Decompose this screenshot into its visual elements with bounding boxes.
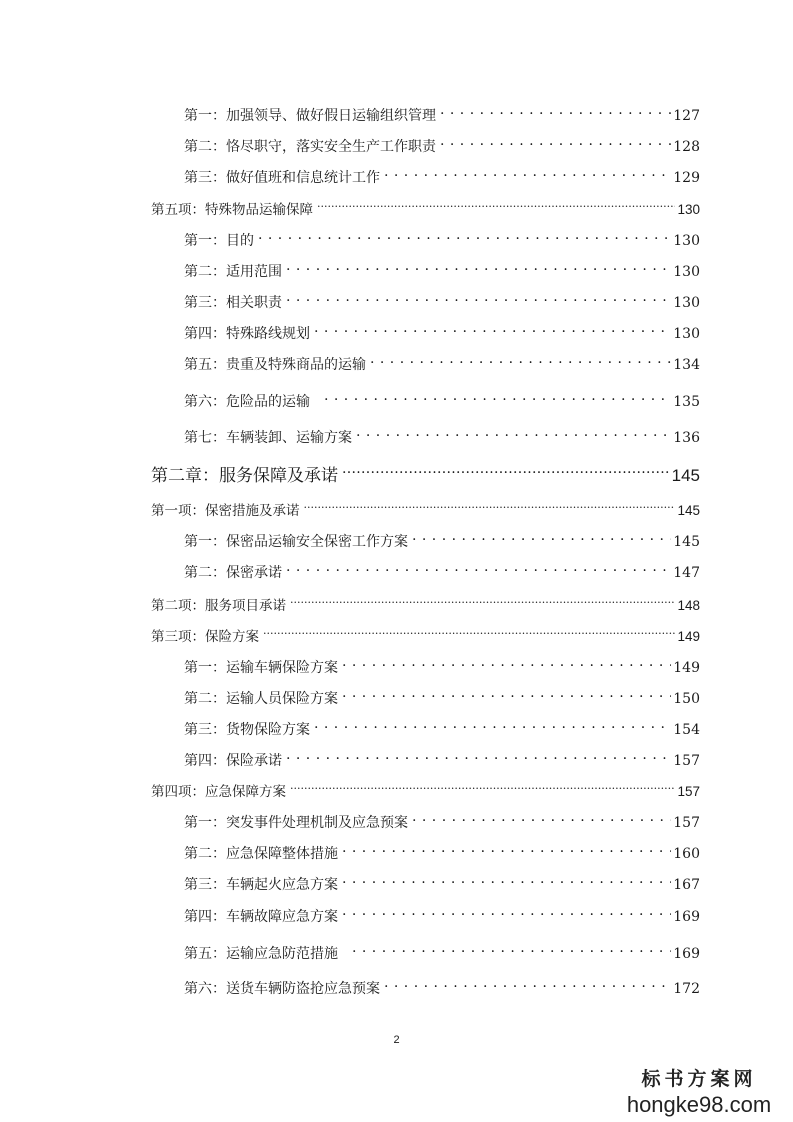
toc-entry-label: 第三：相关职责 — [184, 295, 282, 311]
dot-leader — [342, 901, 671, 921]
toc-entry-label: 第三：车辆起火应急方案 — [184, 877, 338, 893]
toc-entry[interactable] — [184, 938, 700, 962]
toc-entry-label: 第三项：保险方案 — [151, 629, 259, 645]
toc-entry-label: 第四项：应急保障方案 — [151, 784, 286, 800]
toc-entry-page: 167 — [673, 877, 700, 893]
toc-entry-page: 157 — [673, 753, 700, 769]
toc-entry[interactable] — [184, 901, 700, 925]
dot-leader — [440, 100, 671, 120]
toc-entry[interactable] — [184, 869, 700, 893]
toc-entry[interactable] — [151, 590, 700, 614]
dot-leader — [352, 938, 671, 958]
toc-entry-page: 130 — [673, 264, 700, 280]
dot-leader — [290, 776, 675, 796]
toc-entry-label: 第一：加强领导、做好假日运输组织管理 — [184, 108, 436, 124]
toc-entry-page: 154 — [673, 722, 700, 738]
toc-entry-page: 136 — [673, 430, 700, 446]
toc-entry-page: 172 — [673, 981, 700, 997]
toc-entry-page: 145 — [673, 534, 700, 550]
toc-entry-label: 第二章：服务保障及承诺 — [151, 466, 338, 486]
toc-entry-label: 第六：危险品的运输 — [184, 394, 310, 410]
toc-entry-page: 149 — [677, 629, 700, 644]
toc-entry-label: 第一：运输车辆保险方案 — [184, 660, 338, 676]
dot-leader — [314, 714, 671, 734]
toc-entry-page: 157 — [677, 784, 700, 799]
toc-entry[interactable] — [151, 194, 700, 218]
dot-leader — [286, 557, 671, 577]
toc-entry-page: 147 — [673, 565, 700, 581]
toc-entry[interactable] — [184, 745, 700, 769]
dot-leader — [370, 349, 671, 369]
toc-entry[interactable] — [184, 318, 700, 342]
watermark-chinese-text: 标书方案网 — [641, 1069, 757, 1090]
toc-entry[interactable] — [184, 256, 700, 280]
toc-entry[interactable] — [184, 386, 700, 410]
toc-entry-label: 第三：做好值班和信息统计工作 — [184, 170, 380, 186]
toc-entry[interactable] — [151, 495, 700, 519]
toc-entry-page: 130 — [673, 295, 700, 311]
dot-leader — [342, 869, 671, 889]
toc-entry-page: 149 — [673, 660, 700, 676]
toc-entry[interactable] — [184, 683, 700, 707]
toc-entry-page: 130 — [673, 233, 700, 249]
toc-entry[interactable] — [184, 652, 700, 676]
toc-entry-page: 169 — [673, 909, 700, 925]
toc-entry-label: 第六：送货车辆防盗抢应急预案 — [184, 981, 380, 997]
toc-entry-page: 128 — [673, 139, 700, 155]
dot-leader — [286, 745, 671, 765]
toc-entry[interactable] — [184, 526, 700, 550]
toc-entry-label: 第一：目的 — [184, 233, 254, 249]
dot-leader — [263, 621, 675, 641]
toc-entry[interactable] — [184, 714, 700, 738]
toc-entry-label: 第四：特殊路线规划 — [184, 326, 310, 342]
toc-entry-page: 145 — [677, 503, 700, 518]
toc-entry-page: 130 — [673, 326, 700, 342]
toc-entry-label: 第二：应急保障整体措施 — [184, 846, 338, 862]
toc-entry-page: 134 — [673, 357, 700, 373]
dot-leader — [384, 162, 671, 182]
toc-entry-page: 129 — [673, 170, 700, 186]
toc-entry[interactable] — [184, 225, 700, 249]
toc-entry[interactable] — [151, 621, 700, 645]
toc-chapter-entry[interactable] — [151, 457, 700, 486]
dot-leader — [317, 194, 675, 214]
dot-leader — [342, 838, 671, 858]
toc-entry[interactable] — [184, 838, 700, 862]
toc-entry-label: 第二项：服务项目承诺 — [151, 598, 286, 614]
dot-leader — [324, 386, 671, 406]
toc-entry[interactable] — [151, 776, 700, 800]
toc-entry-label: 第二：适用范围 — [184, 264, 282, 280]
toc-entry[interactable] — [184, 100, 700, 124]
watermark-site-text: hongke98.com — [626, 1092, 772, 1117]
dot-leader — [384, 973, 671, 993]
dot-leader — [342, 683, 671, 703]
toc-entry-label: 第一：突发事件处理机制及应急预案 — [184, 815, 408, 831]
toc-entry[interactable] — [184, 973, 700, 997]
toc-entry[interactable] — [184, 131, 700, 155]
toc-entry-label: 第二：保密承诺 — [184, 565, 282, 581]
dot-leader — [412, 526, 671, 546]
toc-entry-label: 第四：保险承诺 — [184, 753, 282, 769]
toc-entry-label: 第四：车辆故障应急方案 — [184, 909, 338, 925]
toc-entry-label: 第一：保密品运输安全保密工作方案 — [184, 534, 408, 550]
dot-leader — [314, 318, 671, 338]
toc-entry-page: 127 — [673, 108, 700, 124]
toc-entry-page: 160 — [673, 846, 700, 862]
dot-leader — [286, 287, 671, 307]
toc-entry[interactable] — [184, 807, 700, 831]
toc-entry-page: 150 — [673, 691, 700, 707]
toc-entry-label: 第五项：特殊物品运输保障 — [151, 202, 313, 218]
toc-entry-page: 169 — [673, 946, 700, 962]
toc-entry-page: 135 — [673, 394, 700, 410]
toc-entry-label: 第三：货物保险方案 — [184, 722, 310, 738]
toc-entry[interactable] — [184, 349, 700, 373]
toc-entry[interactable] — [184, 557, 700, 581]
toc-entry[interactable] — [184, 422, 700, 446]
dot-leader — [440, 131, 671, 151]
dot-leader — [342, 457, 670, 481]
toc-entry-label: 第二：恪尽职守，落实安全生产工作职责 — [184, 139, 436, 155]
watermark-logo — [619, 1068, 779, 1118]
toc-entry-label: 第七：车辆装卸、运输方案 — [184, 430, 352, 446]
toc-entry-label: 第二：运输人员保险方案 — [184, 691, 338, 707]
toc-entry-page: 157 — [673, 815, 700, 831]
toc-entry-label: 第一项：保密措施及承诺 — [151, 503, 300, 519]
toc-entry-label: 第五：贵重及特殊商品的运输 — [184, 357, 366, 373]
toc-entry-page: 145 — [671, 466, 700, 485]
dot-leader — [290, 590, 675, 610]
dot-leader — [342, 652, 671, 672]
toc-entry-page: 148 — [677, 598, 700, 613]
dot-leader — [286, 256, 671, 276]
page-number: 2 — [393, 1034, 400, 1046]
dot-leader — [304, 495, 676, 515]
toc-entry-page: 130 — [677, 202, 700, 217]
toc-entry[interactable] — [184, 162, 700, 186]
dot-leader — [412, 807, 671, 827]
toc-entry[interactable] — [184, 287, 700, 311]
dot-leader — [356, 422, 671, 442]
toc-entry-label: 第五：运输应急防范措施 — [184, 946, 338, 962]
dot-leader — [258, 225, 671, 245]
